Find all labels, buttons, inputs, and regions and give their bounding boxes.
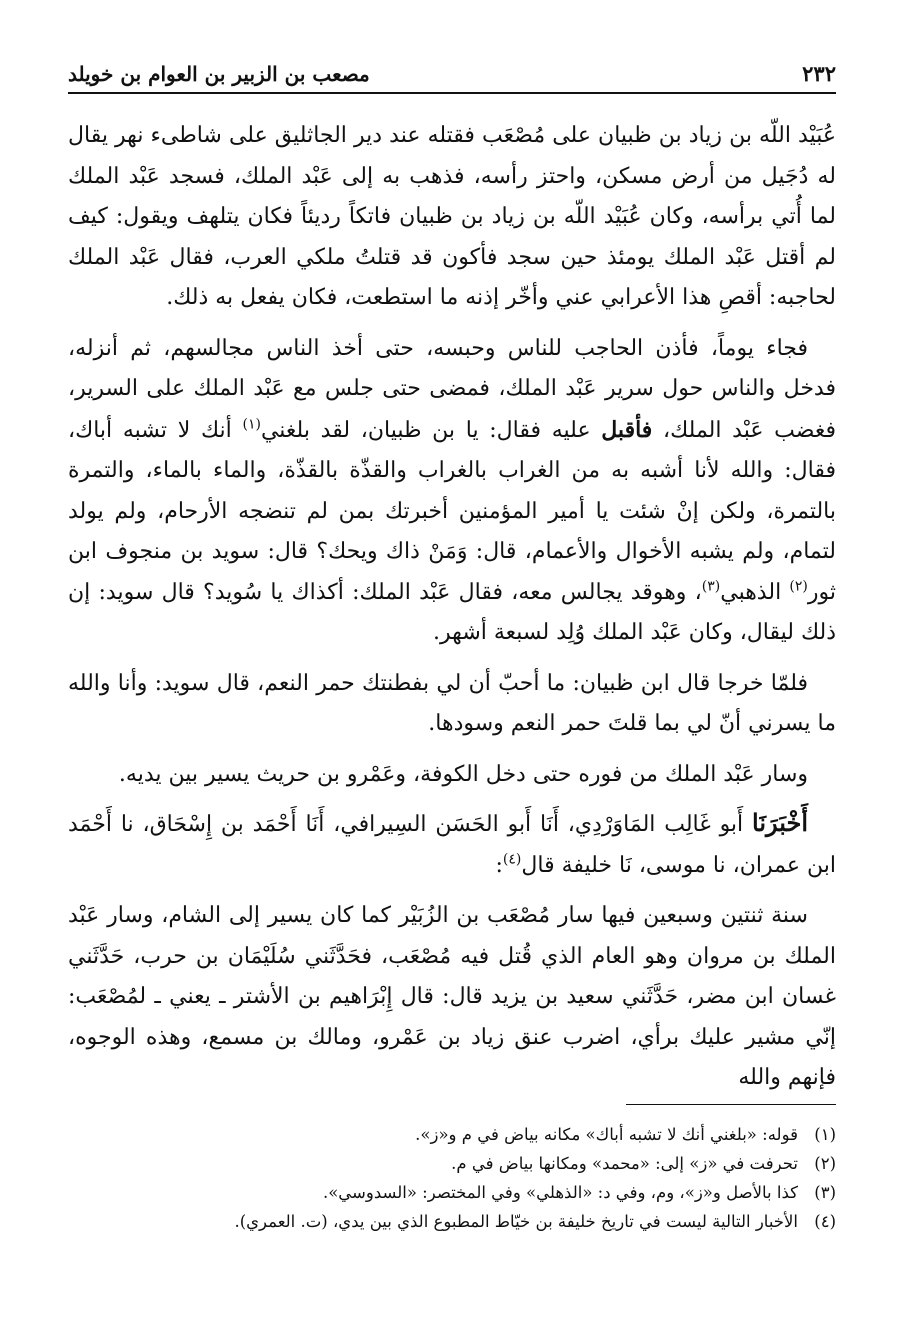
footnote-4 (68, 1207, 836, 1236)
paragraph-3: فلمّا خرجا قال ابن ظبيان: ما أحبّ أن لي بفطنتك حمر النعم، قال سويد: وأنا والله ما يسرني أنّ لي بما قلتَ حمر النعم وسودها. (68, 670, 836, 736)
footnote-3 (68, 1178, 836, 1207)
paragraph-2-part-f: ، وهوقد يجالس معه، فقال عَبْد الملك: أكذاك يا سُويد؟ قال سويد: إن ذلك ليقال، وكان عَبْد الملك وُلِد لسبعة أشهر. (68, 579, 836, 645)
isnad-lead-word: أَخْبَرَنَا (752, 808, 808, 837)
footnote-ref-1: (١) (242, 416, 261, 433)
paragraph-2-part-c: عليه فقال: يا بن ظبيان، لقد بلغني (260, 417, 602, 443)
footnote-text: كذا بالأصل و«ز»، وم، وفي د: «الذهلي» وفي المختصر: «السدوسي». (322, 1183, 798, 1202)
footnote-text: الأخبار التالية ليست في تاريخ خليفة بن خيّاط المطبوع الذي بين يدي، (ت. العمري). (234, 1212, 798, 1231)
paragraph-1: عُبَيْد اللّه بن زياد بن ظبيان على مُصْعَب فقتله عند دير الجاثليق على شاطىء نهر يقال له دُجَيل من أرض مسكن، واحتز رأسه، فذهب به إلى عَبْد الملك، فسجد عَبْد الملك لما أُتي برأسه، وكان عُبَيْد اللّه بن زياد بن ظبيان فاتكاً رديئاً فكان يتلهف ويقول: كيف لم أقتل عَبْد الملك يومئذ حين سجد فأكون قد قتلتُ ملكي العرب، فقال عَبْد الملك لحاجبه: أقصِ هذا الأعرابي عني وأخّر إذنه ما استطعت، فكان يفعل به ذلك. (68, 123, 836, 310)
paragraph-4: وسار عَبْد الملك من فوره حتى دخل الكوفة، وعَمْرو بن حريث يسير بين يديه. (118, 761, 808, 787)
footnotes (68, 1120, 836, 1236)
footnote-number: (٣) (814, 1183, 836, 1202)
isnad-chain: أَبو غَالِب المَاوَرْدِي، أَنَا أَبو الحَسَن السِيرافي، أَنَا أَحْمَد بن إِسْحَاق، نا أَحْمَد ابن عمران، نا موسى، نَا خليفة قال (68, 812, 836, 878)
footnote-ref-3: (٣) (701, 578, 721, 595)
page-header (68, 52, 836, 94)
footnote-number: (١) (814, 1125, 836, 1144)
footnote-number: (٢) (814, 1154, 836, 1173)
paragraph-5-isnad (68, 803, 836, 886)
footnote-ref-4: (٤) (502, 851, 522, 868)
paragraph-2-part-d: أنك لا تشبه أباك، فقال: والله لأنا أشبه به من الغراب بالغراب والقذّة بالقذّة، والماء بالماء، والتمرة بالتمرة، ولكن إنْ شئت يا أمير المؤمنين أخبرتك بمن لم تنضجه الأرحام، ولم يولد لتمام، ولم يشبه الأخوال والأعمام، قال: وَمَنْ ذاك ويحك؟ قال: سويد بن منجوف ابن ثور (68, 417, 837, 605)
paragraph-6: سنة ثنتين وسبعين فيها سار مُصْعَب بن الزُبَيْر كما كان يسير إلى الشام، وسار عَبْد الملك بن مروان وهو العام الذي قُتل فيه مُصْعَب، فحَدَّثَني سُلَيْمَان بن حرب، حَدَّثَني غسان ابن مضر، حَدَّثَني سعيد بن يزيد قال: قال إِبْرَاهيم بن الأشتر ـ يعني ـ لمُصْعَب: إنّي مشير عليك برأي، اضرب عنق زياد بن عَمْرو، ومالك بن مسمع، وهذه الوجوه، فإنهم والله (68, 903, 836, 1090)
page-number: ٢٣٢ (802, 61, 836, 86)
paragraph-2-emphasis: فأقبل (601, 416, 653, 443)
footnote-ref-2: (٢) (789, 578, 808, 595)
paragraph-2-part-e: الذهبي (720, 579, 790, 605)
isnad-colon: : (495, 852, 503, 878)
footnote-2 (68, 1149, 836, 1178)
footnote-text: قوله: «بلغني أنك لا تشبه أباك» مكانه بياض في م و«ز». (415, 1125, 798, 1144)
footnote-1 (68, 1120, 836, 1149)
paragraph-2-part-a: فجاء يوماً، فأذن الحاجب للناس وحبسه، حتى أخذ الناس مجالسهم، ثم أنزله، فدخل والناس حول سرير عَبْد الملك، فمضى حتى جلس مع عَبْد الملك على السرير، فغضب عَبْد الملك، (68, 335, 836, 443)
paragraph-2 (68, 329, 836, 654)
main-text (68, 116, 836, 1109)
footnote-number: (٤) (814, 1212, 836, 1231)
footnote-divider (626, 1104, 836, 1105)
footnote-text: تحرفت في «ز» إلى: «محمد» ومكانها بياض في م. (451, 1154, 798, 1173)
running-title: مصعب بن الزبير بن العوام بن خويلد (68, 62, 370, 86)
